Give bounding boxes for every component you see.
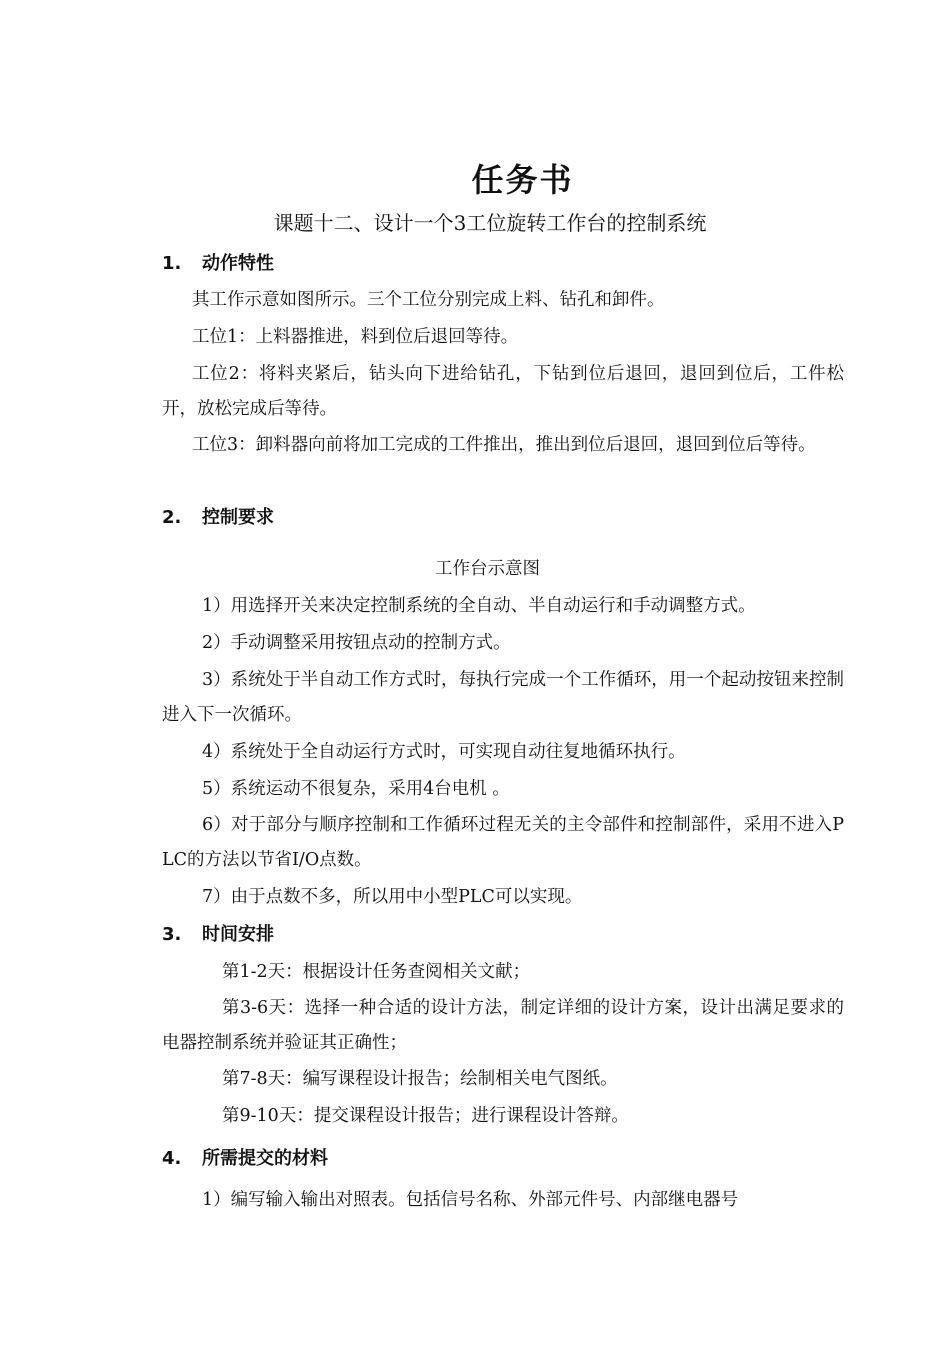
page-subtitle: 课题十二、设计一个3工位旋转工作台的控制系统 <box>273 211 707 235</box>
paragraph: 3）系统处于半自动工作方式时，每执行完成一个工作循环，用一个起动按钮来控制进入下一次循环。 <box>162 670 844 725</box>
section-number: 1. <box>162 253 182 274</box>
section-heading-3 <box>162 922 274 948</box>
section-title: 时间安排 <box>202 924 274 945</box>
section-heading-4 <box>162 1146 328 1172</box>
paragraph: 1）用选择开关来决定控制系统的全自动、半自动运行和手动调整方式。 <box>202 596 756 616</box>
section-number: 4. <box>162 1148 182 1169</box>
figure-caption: 工作台示意图 <box>435 559 540 579</box>
page-title: 任务书 <box>471 161 574 199</box>
section-title: 动作特性 <box>202 253 274 274</box>
paragraph: 7）由于点数不多，所以用中小型PLC可以实现。 <box>202 887 583 907</box>
paragraph: 工位1：上料器推进，料到位后退回等待。 <box>192 327 519 347</box>
paragraph: 第9-10天：提交课程设计报告；进行课程设计答辩。 <box>222 1106 629 1126</box>
paragraph: 6）对于部分与顺序控制和工作循环过程无关的主令部件和控制部件，采用不进入PLC的方法以节省I/O点数。 <box>162 815 844 870</box>
paragraph: 1）编写输入输出对照表。包括信号名称、外部元件号、内部继电器号 <box>202 1190 739 1210</box>
paragraph: 4）系统处于全自动运行方式时，可实现自动往复地循环执行。 <box>202 742 686 762</box>
paragraph: 其工作示意如图所示。三个工位分别完成上料、钻孔和卸件。 <box>192 290 665 310</box>
paragraph: 2）手动调整采用按钮点动的控制方式。 <box>202 633 511 653</box>
section-title: 所需提交的材料 <box>202 1148 328 1169</box>
paragraph: 工位3：卸料器向前将加工完成的工件推出，推出到位后退回，退回到位后等待。 <box>192 435 816 455</box>
section-heading-1 <box>162 251 274 277</box>
paragraph: 工位2：将料夹紧后，钻头向下进给钻孔，下钻到位后退回，退回到位后，工件松开，放松完成后等待。 <box>162 364 844 419</box>
section-number: 2. <box>162 507 182 528</box>
paragraph: 5）系统运动不很复杂，采用4台电机 。 <box>202 779 510 799</box>
paragraph: 第7-8天：编写课程设计报告；绘制相关电气图纸。 <box>222 1069 618 1089</box>
section-title: 控制要求 <box>202 507 274 528</box>
section-heading-2 <box>162 505 274 531</box>
paragraph: 第1-2天：根据设计任务查阅相关文献； <box>222 962 531 982</box>
paragraph: 第3-6天：选择一种合适的设计方法，制定详细的设计方案，设计出满足要求的电器控制系统并验证其正确性； <box>162 998 844 1053</box>
section-number: 3. <box>162 924 182 945</box>
